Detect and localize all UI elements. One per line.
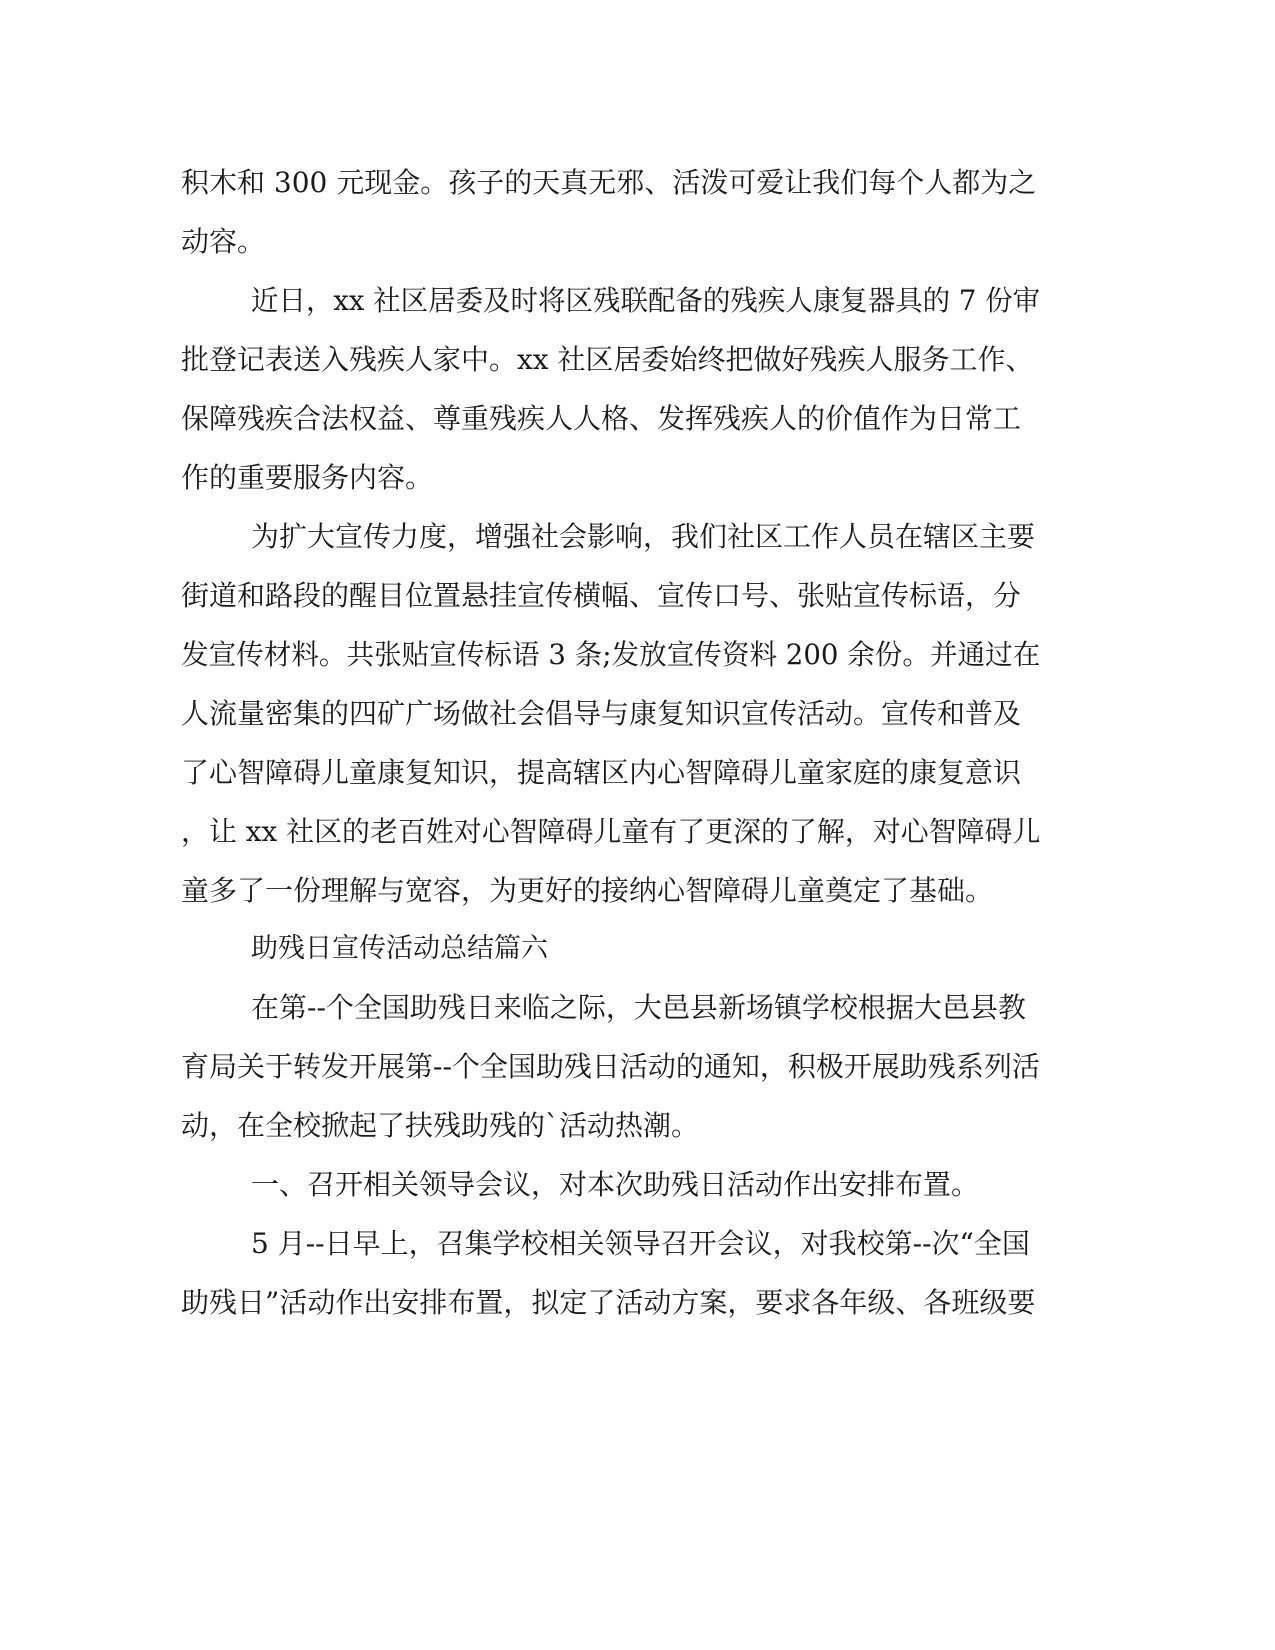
text-line-4: 批登记表送入残疾人家中。xx 社区居委始终把做好残疾人服务工作、 — [181, 343, 1034, 376]
text-line-16: 育局关于转发开展第--个全国助残日活动的通知，积极开展助残系列活 — [181, 1050, 1040, 1083]
text-line-2: 动容。 — [181, 225, 266, 258]
text-line-8: 街道和路段的醒目位置悬挂宣传横幅、宣传口号、张贴宣传标语，分 — [181, 579, 1022, 612]
text-line-11: 了心智障碍儿童康复知识，提高辖区内心智障碍儿童家庭的康复意识 — [181, 756, 1022, 789]
text-line-15: 在第--个全国助残日来临之际，大邑县新场镇学校根据大邑县教 — [251, 991, 1026, 1024]
text-line-17: 动，在全校掀起了扶残助残的`活动热潮。 — [181, 1109, 700, 1142]
text-line-19: 5 月--日早上，召集学校相关领导召开会议，对我校第--次“全国 — [251, 1227, 1030, 1260]
text-line-13: 童多了一份理解与宽容，为更好的接纳心智障碍儿童奠定了基础。 — [181, 874, 994, 907]
text-line-1: 积木和 300 元现金。孩子的天真无邪、活泼可爱让我们每个人都为之 — [181, 166, 1037, 199]
section-heading: 助残日宣传活动总结篇六 — [251, 933, 548, 964]
text-line-3: 近日，xx 社区居委及时将区残联配备的残疾人康复器具的 7 份审 — [251, 284, 1041, 317]
text-line-10: 人流量密集的四矿广场做社会倡导与康复知识宣传活动。宣传和普及 — [181, 697, 1022, 730]
text-line-7: 为扩大宣传力度，增强社会影响，我们社区工作人员在辖区主要 — [251, 520, 1036, 553]
text-line-9: 发宣传材料。共张贴宣传标语 3 条;发放宣传资料 200 余份。并通过在 — [181, 638, 1041, 671]
text-line-6: 作的重要服务内容。 — [181, 461, 434, 494]
text-line-20: 助残日”活动作出安排布置，拟定了活动方案，要求各年级、各班级要 — [181, 1286, 1036, 1319]
text-line-12: ，让 xx 社区的老百姓对心智障碍儿童有了更深的了解，对心智障碍儿 — [181, 815, 1041, 848]
text-line-5: 保障残疾合法权益、尊重残疾人人格、发挥残疾人的价值作为日常工 — [181, 402, 1022, 435]
text-line-18: 一、召开相关领导会议，对本次助残日活动作出安排布置。 — [251, 1168, 980, 1201]
